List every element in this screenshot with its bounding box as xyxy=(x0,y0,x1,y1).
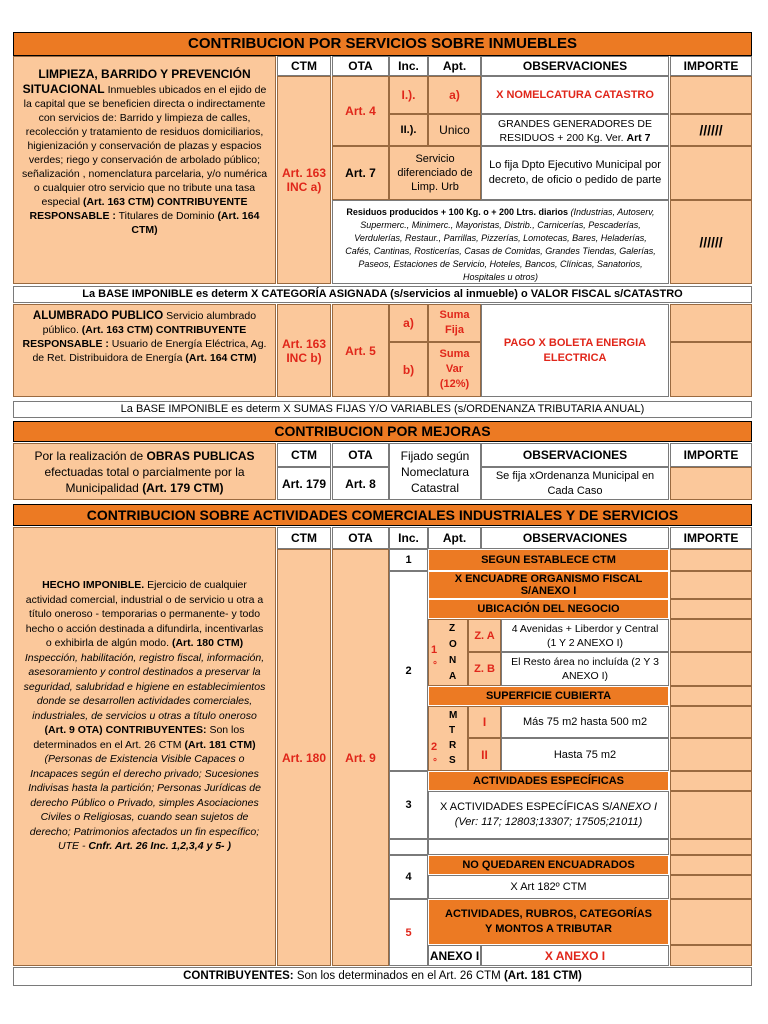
act-esp-b: ANEXO I (Ver: 117; 12803;13307; 17505;21011) xyxy=(454,801,657,828)
act-contrib: CONTRIBUYENTES: xyxy=(105,724,207,736)
zona-letter-n: N xyxy=(449,655,457,666)
alumbrado-desc-body: Servicio alumbrado público. xyxy=(42,310,257,336)
footer-b: Son los determinados en el Art. 26 CTM xyxy=(296,970,501,982)
act-hecho-body: Ejercicio de cualquier actividad comercial, industrial o de servicio u otra a título oneroso - temporarias o permanente- y todo hecho o acción destinada a difundirla, incentivarlas o exhibirla de algún modo. xyxy=(25,579,264,649)
mejoras-ota: Art. 8 xyxy=(332,467,389,500)
act-importe-4[interactable] xyxy=(670,619,752,652)
mtrs-letter-t: T xyxy=(449,725,456,736)
act-header-apt: Apt. xyxy=(428,527,481,549)
section-title-servicios: CONTRIBUCION POR SERVICIOS SOBRE INMUEBLES xyxy=(13,32,752,56)
servicios-residuos xyxy=(332,200,669,284)
act-row-ubicacion: UBICACIÓN DEL NEGOCIO xyxy=(428,599,669,619)
residuos-italic: (Industrias, Autoserv, Supermerc., Minimerc., Mayoristas, Distrib., Carnicerías, Pescaderías, Verdulerías, Restaur., Parrillas, Pizzerías, Lomotecas, Bares, Heladerías, Cafés, Cantinas, Rosticerías, Casas de Comidas, Grandes Tiendas, Galerías, Paseos, Estaciones de Servicio, Hoteles, Bancos, Clínicas, Sanatorios, Hospitales u otros) xyxy=(345,207,656,282)
header-obs: OBSERVACIONES xyxy=(481,56,669,76)
mejoras-fijado: Fijado según Nomeclatura Catastral xyxy=(389,443,481,500)
act-esp-a: X ACTIVIDADES ESPECÍFICAS S/ xyxy=(439,801,613,813)
act-art-182: X Art 182º CTM xyxy=(428,875,669,899)
act-importe-9[interactable] xyxy=(670,771,752,791)
footer-a: CONTRIBUYENTES: xyxy=(183,970,294,982)
mtrs-letter-r: R xyxy=(449,740,457,751)
servicios-apt-1: a) xyxy=(428,76,481,114)
act-importe-14[interactable] xyxy=(670,899,752,945)
act-row-segun-ctm: SEGUN ESTABLECE CTM xyxy=(428,549,669,571)
zona-b-desc: El Resto área no incluída (2 Y 3 ANEXO I) xyxy=(501,652,669,686)
servicios-desc-ref: (Art. 163 CTM) CONTRIBUYENTE RESPONSABLE : xyxy=(29,196,248,222)
zona-num-text: 1 xyxy=(431,644,438,656)
mejoras-ctm: Art. 179 xyxy=(277,467,331,500)
act-importe-7[interactable] xyxy=(670,706,752,738)
servicios-obs-3: Lo fija Dpto Ejecutivo Municipal por decreto, de oficio o pedido de parte xyxy=(481,146,669,200)
act-importe-5[interactable] xyxy=(670,652,752,686)
act-it1: Inspección, habilitación, registro fiscal, información, asesoramiento y control destinados a preservar la seguridad, salubridad e higiene en establecimientos donde se desarrollen actividades comerciales, industriales, de servicios u otras a título oneroso xyxy=(23,651,266,722)
act-inc-2: 2 xyxy=(389,571,428,771)
superficie-ii: II xyxy=(468,738,501,771)
header-importe: IMPORTE xyxy=(670,56,752,76)
zona-dot: ° xyxy=(433,660,437,671)
mejoras-header-ctm: CTM xyxy=(277,443,331,467)
act-header-inc: Inc. xyxy=(389,527,428,549)
superficie-i-desc: Más 75 m2 hasta 500 m2 xyxy=(501,706,669,738)
zona-a-desc: 4 Avenidas + Liberdor y Central (1 Y 2 ANEXO I) xyxy=(501,619,669,652)
section-title-actividades: CONTRIBUCION SOBRE ACTIVIDADES COMERCIALES INDUSTRIALES Y DE SERVICIOS xyxy=(13,504,752,526)
servicios-inc-1: I.). xyxy=(389,76,428,114)
act-inc-1: 1 xyxy=(389,549,428,571)
servicios-desc-resp: Titulares de Dominio xyxy=(118,210,215,222)
mejoras-desc-d: (Art. 179 CTM) xyxy=(142,481,224,495)
residuos-bold: Residuos producidos + 100 Kg. o + 200 Ltrs. diarios xyxy=(346,207,568,217)
zona-marker xyxy=(428,619,468,686)
mejoras-desc-a: Por la realización de xyxy=(34,449,144,463)
alumbrado-base-note: La BASE IMPONIBLE es determ X SUMAS FIJAS Y/O VARIABLES (s/ORDENANZA TRIBUTARIA ANUAL) xyxy=(13,401,752,418)
act-x-anexo: X ANEXO I xyxy=(481,945,669,966)
act-header-obs: OBSERVACIONES xyxy=(481,527,669,549)
mejoras-desc-c: efectuadas total o parcialmente por la Municipalidad xyxy=(44,465,245,495)
servicios-obs-2b: Art 7 xyxy=(626,132,651,144)
act-contrib-body: Son los determinados en el Art. 26 CTM xyxy=(33,724,245,751)
act-hecho: HECHO IMPONIBLE. xyxy=(42,579,145,591)
act-header-ota: OTA xyxy=(332,527,389,549)
header-ctm: CTM xyxy=(277,56,331,76)
mtrs-letter-s: S xyxy=(449,755,456,766)
alumbrado-description xyxy=(13,304,276,397)
act-importe-10[interactable] xyxy=(670,791,752,839)
mejoras-obs: Se fija xOrdenanza Municipal en Cada Caso xyxy=(481,467,669,500)
alumbrado-desc-ref: (Art. 163 CTM) CONTRIBUYENTE RESPONSABLE : xyxy=(22,324,247,350)
act-it2: (Personas de Existencia Visible Capaces o Incapaces según el derecho privado; Sucesiones Indivisas hasta la partición; Personas Jurídicas de derecho Público o Privado, simples Asociaciones Civiles o Religiosas, cuando sean sujetos de derecho; Patrimonios afectados un fin específico; UTE - xyxy=(28,753,261,852)
act-header-ctm: CTM xyxy=(277,527,331,549)
act-ref4: Cnfr. Art. 26 Inc. 1,2,3,4 y 5- ) xyxy=(88,840,231,852)
servicios-inc-2: II.). xyxy=(389,114,428,146)
zona-letter-z: Z xyxy=(449,623,456,634)
servicios-importe-3[interactable] xyxy=(670,146,752,200)
act-inc-3: 3 xyxy=(389,771,428,839)
act-row-rubros: ACTIVIDADES, RUBROS, CATEGORÍAS Y MONTOS A TRIBUTAR xyxy=(428,899,669,945)
servicios-obs-1: X NOMELCATURA CATASTRO xyxy=(481,76,669,114)
act-ota: Art. 9 xyxy=(332,549,389,966)
servicios-description xyxy=(13,56,276,284)
mejoras-importe[interactable] xyxy=(670,467,752,500)
servicios-importe-2: ////// xyxy=(670,114,752,146)
act-ref3: (Art. 181 CTM) xyxy=(184,738,256,751)
section-title-mejoras: CONTRIBUCION POR MEJORAS xyxy=(13,421,752,442)
act-ctm: Art. 180 xyxy=(277,549,331,966)
act-row-especificas: ACTIVIDADES ESPECÍFICAS xyxy=(428,771,669,791)
alumbrado-apt-b: Suma Var (12%) xyxy=(428,342,481,397)
alumbrado-desc-title: ALUMBRADO PUBLICO xyxy=(32,310,164,322)
mejoras-header-obs: OBSERVACIONES xyxy=(481,443,669,467)
zona-letter-o: O xyxy=(449,639,457,650)
mtrs-letter-m: M xyxy=(449,710,458,721)
mejoras-description xyxy=(13,443,276,500)
act-importe-11[interactable] xyxy=(670,839,752,855)
alumbrado-inc-b: b) xyxy=(389,342,428,397)
act-inc-5: 5 xyxy=(389,899,428,966)
act-row-encuadre: X ENCUADRE ORGANISMO FISCAL S/ANEXO I xyxy=(428,571,669,599)
mejoras-header-ota: OTA xyxy=(332,443,389,467)
alumbrado-inc-a: a) xyxy=(389,304,428,342)
mejoras-header-importe: IMPORTE xyxy=(670,443,752,467)
servicios-base-note: La BASE IMPONIBLE es determ X CATEGORÍA ASIGNADA (s/servicios al inmueble) o VALOR FISCAL s/CATASTRO xyxy=(13,286,752,303)
servicios-desc-body: Inmuebles ubicados en el ejido de la capital que se beneficien directa o indirectamente con servicios de: Barrido y limpieza de calles, recolección y tratamiento de residuos domiciliarios, higienización y conservación de plazas y espacios verdes; riego y conservación de arbolado público; señalización , nomenclatura parcelaria, y/o numérica o cualquier otro servicio que no tribute una tasa especial xyxy=(21,84,268,208)
superficie-ii-desc: Hasta 75 m2 xyxy=(501,738,669,771)
servicios-diferenciado: Servicio diferenciado de Limp. Urb xyxy=(389,146,481,200)
servicios-obs-2a: GRANDES GENERADORES DE RESIDUOS + 200 Kg. Ver. xyxy=(497,118,653,144)
act-importe-1[interactable] xyxy=(670,549,752,571)
servicios-ota-art7: Art. 7 xyxy=(332,146,389,200)
actividades-description xyxy=(13,527,276,966)
servicios-ota-art4: Art. 4 xyxy=(332,76,389,146)
mtrs-dot: ° xyxy=(433,757,437,768)
act-inc-4: 4 xyxy=(389,855,428,899)
servicios-obs-2 xyxy=(481,114,669,146)
act-importe-12[interactable] xyxy=(670,855,752,875)
zona-number xyxy=(431,644,437,656)
act-importe-13[interactable] xyxy=(670,875,752,899)
act-header-importe: IMPORTE xyxy=(670,527,752,549)
zona-a: Z. A xyxy=(468,619,501,652)
act-anexo: ANEXO I xyxy=(428,945,481,966)
act-row-no-encuadrados: NO QUEDAREN ENCUADRADOS xyxy=(428,855,669,875)
act-importe-6[interactable] xyxy=(670,686,752,706)
servicios-importe-4: ////// xyxy=(670,200,752,284)
footer-contribuyentes xyxy=(13,967,752,986)
alumbrado-apt-a: Suma Fija xyxy=(428,304,481,342)
alumbrado-importe-a[interactable] xyxy=(670,304,752,342)
zona-letter-a: A xyxy=(449,671,457,682)
header-ota: OTA xyxy=(332,56,389,76)
servicios-ctm: Art. 163 INC a) xyxy=(277,76,331,284)
mejoras-desc-b: OBRAS PUBLICAS xyxy=(146,449,255,463)
act-importe-3[interactable] xyxy=(670,599,752,619)
alumbrado-ctm: Art. 163 INC b) xyxy=(277,304,331,397)
alumbrado-obs: PAGO X BOLETA ENERGIA ELECTRICA xyxy=(481,304,669,397)
servicios-desc-ref2: (Art. 164 CTM) xyxy=(131,210,260,236)
act-ref1: (Art. 180 CTM) xyxy=(171,637,244,649)
alumbrado-desc-resp: Usuario de Energía Eléctrica, Ag. de Ret. Distribuidora de Energía xyxy=(32,338,267,364)
header-apt: Apt. xyxy=(428,56,481,76)
act-row-superficie: SUPERFICIE CUBIERTA xyxy=(428,686,669,706)
servicios-importe-1[interactable] xyxy=(670,76,752,114)
act-inc-3-blank xyxy=(389,839,428,855)
servicios-desc-title: LIMPIEZA, BARRIDO Y PREVENCIÓN SITUACIONAL xyxy=(22,67,251,96)
act-importe-15[interactable] xyxy=(670,945,752,966)
footer-c: (Art. 181 CTM) xyxy=(503,970,582,982)
superficie-i: I xyxy=(468,706,501,738)
act-importe-2[interactable] xyxy=(670,571,752,599)
act-especificas-desc xyxy=(428,791,669,839)
act-row-3-blank xyxy=(428,839,669,855)
act-importe-8[interactable] xyxy=(670,738,752,771)
zona-b: Z. B xyxy=(468,652,501,686)
alumbrado-importe-b[interactable] xyxy=(670,342,752,397)
servicios-apt-2: Unico xyxy=(428,114,481,146)
alumbrado-ota: Art. 5 xyxy=(332,304,389,397)
mtrs-marker xyxy=(428,706,468,771)
header-inc: Inc. xyxy=(389,56,428,76)
alumbrado-desc-ref2: (Art. 164 CTM) xyxy=(185,352,257,364)
act-ref2: (Art. 9 OTA) xyxy=(44,724,103,736)
mtrs-number: 2 xyxy=(431,741,438,753)
